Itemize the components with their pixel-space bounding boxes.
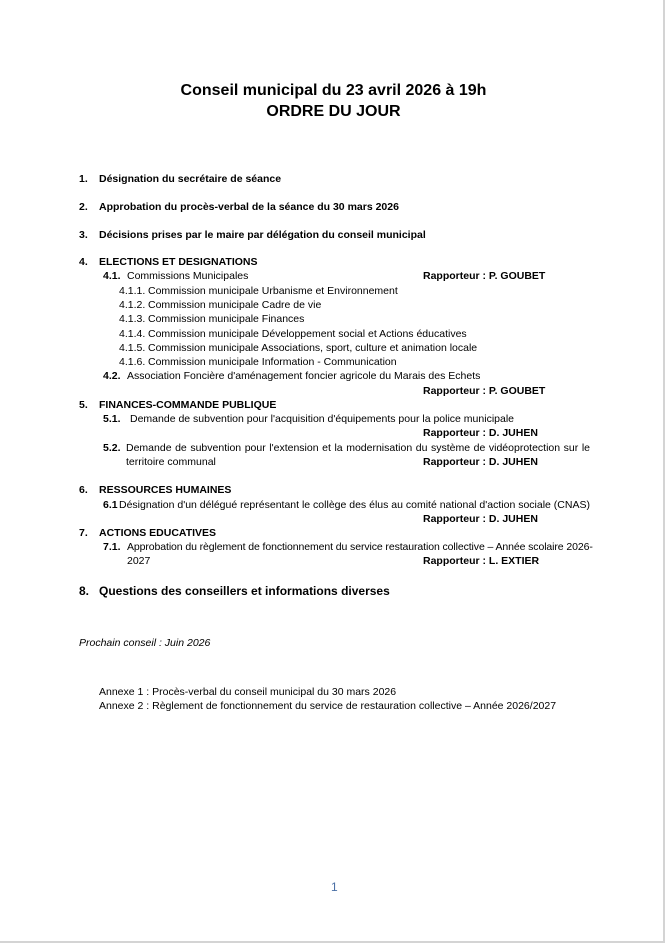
item-5-number: 5. xyxy=(79,399,88,411)
page-title: Conseil municipal du 23 avril 2026 à 19h xyxy=(180,82,487,99)
item-4-2-text: Association Foncière d'aménagement foncier agricole du Marais des Echets xyxy=(127,370,481,382)
item-1-title: Désignation du secrétaire de séance xyxy=(99,173,282,185)
item-4-1-text: Commissions Municipales xyxy=(127,270,249,282)
item-7-title: ACTIONS EDUCATIVES xyxy=(99,527,217,539)
item-7-1-text-line2: 2027 xyxy=(127,555,151,567)
item-8-number: 8. xyxy=(79,584,90,598)
item-7-1-rapporteur: Rapporteur : L. EXTIER xyxy=(423,555,540,567)
item-6-1-number: 6.1 xyxy=(103,499,118,511)
item-5-title: FINANCES-COMMANDE PUBLIQUE xyxy=(99,399,277,411)
item-2-number: 2. xyxy=(79,201,88,213)
item-6-1-rapporteur: Rapporteur : D. JUHEN xyxy=(423,513,538,525)
item-4-1-1-number: 4.1.1. xyxy=(119,285,146,297)
item-8-title: Questions des conseillers et informations diverses xyxy=(99,584,390,598)
item-5-2-text-line1: Demande de subvention pour l'extension et la modernisation du système de vidéoprotection sur le xyxy=(126,442,590,454)
item-1-number: 1. xyxy=(79,173,88,185)
item-4-1-3-number: 4.1.3. xyxy=(119,313,146,325)
item-6-number: 6. xyxy=(79,484,88,496)
item-5-1-rapporteur: Rapporteur : D. JUHEN xyxy=(423,427,538,439)
item-4-1-4-text: Commission municipale Développement social et Actions éducatives xyxy=(148,328,467,340)
item-5-1-text: Demande de subvention pour l'acquisition d'équipements pour la police municipale xyxy=(130,413,514,425)
item-4-1-1-text: Commission municipale Urbanisme et Environnement xyxy=(148,285,398,297)
item-4-1-2-text: Commission municipale Cadre de vie xyxy=(148,299,322,311)
item-4-1-rapporteur: Rapporteur : P. GOUBET xyxy=(423,270,546,282)
page-subtitle: ORDRE DU JOUR xyxy=(266,103,401,120)
item-4-title: ELECTIONS ET DESIGNATIONS xyxy=(99,256,258,268)
item-6-1-text: Désignation d'un délégué représentant le collège des élus au comité national d'action sociale (CNAS) xyxy=(119,499,590,511)
item-4-1-number: 4.1. xyxy=(103,270,121,282)
annex-1: Annexe 1 : Procès-verbal du conseil municipal du 30 mars 2026 xyxy=(99,686,397,698)
page-number: 1 xyxy=(331,880,338,894)
item-6-title: RESSOURCES HUMAINES xyxy=(99,484,232,496)
item-5-2-rapporteur: Rapporteur : D. JUHEN xyxy=(423,456,538,468)
item-4-1-6-text: Commission municipale Information - Communication xyxy=(148,356,397,368)
next-council-note: Prochain conseil : Juin 2026 xyxy=(79,637,211,649)
item-4-1-6-number: 4.1.6. xyxy=(119,356,146,368)
item-4-2-number: 4.2. xyxy=(103,370,121,382)
item-3-number: 3. xyxy=(79,229,88,241)
item-4-1-2-number: 4.1.2. xyxy=(119,299,146,311)
item-5-1-number: 5.1. xyxy=(103,413,121,425)
item-5-2-text-line2: territoire communal xyxy=(126,456,216,468)
item-7-1-number: 7.1. xyxy=(103,541,121,553)
item-4-1-4-number: 4.1.4. xyxy=(119,328,146,340)
item-4-1-5-text: Commission municipale Associations, sport, culture et animation locale xyxy=(148,342,478,354)
item-5-2-number: 5.2. xyxy=(103,442,121,454)
annex-2: Annexe 2 : Règlement de fonctionnement du service de restauration collective – Année 2026/2027 xyxy=(99,700,557,712)
item-3-title: Décisions prises par le maire par délégation du conseil municipal xyxy=(99,229,426,241)
item-7-1-text-line1: Approbation du règlement de fonctionnement du service restauration collective – Année scolaire 2026- xyxy=(127,541,593,553)
item-4-number: 4. xyxy=(79,256,88,268)
item-4-1-3-text: Commission municipale Finances xyxy=(148,313,305,325)
item-2-title: Approbation du procès-verbal de la séance du 30 mars 2026 xyxy=(99,201,399,213)
item-4-1-5-number: 4.1.5. xyxy=(119,342,146,354)
item-4-2-rapporteur: Rapporteur : P. GOUBET xyxy=(423,385,546,397)
item-7-number: 7. xyxy=(79,527,88,539)
